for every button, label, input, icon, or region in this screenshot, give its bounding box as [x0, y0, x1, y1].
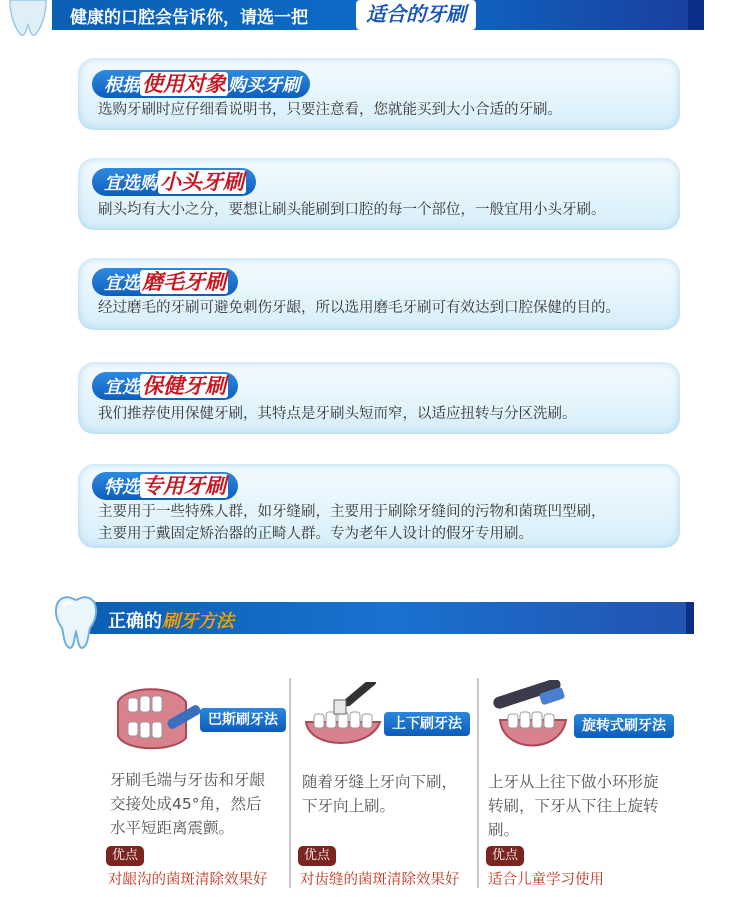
- method-desc: [110, 768, 265, 840]
- method-column-1: [104, 678, 288, 888]
- tip-tag-emphasis: 磨毛牙刷: [142, 270, 226, 294]
- tip-tag-prefix: 特选: [104, 477, 140, 498]
- tip-text-line-1: 主要用于一些特殊人群，如牙缝刷，主要用于刷除牙缝间的污物和菌斑凹型刷，: [98, 504, 606, 520]
- tip-tag-prefix: 宜选: [104, 377, 140, 398]
- tip-card-4: [78, 362, 680, 434]
- tip-tag: [92, 472, 238, 500]
- method-desc-line: 随着牙缝上牙向下刷，: [302, 773, 458, 791]
- tip-card-3: [78, 258, 680, 330]
- tip-tag-emphasis: 专用牙刷: [142, 474, 226, 498]
- tip-text-line-2: 主要用于戴固定矫治器的正畸人群。专为老年人设计的假牙专用刷。: [98, 526, 533, 542]
- method-title: [108, 607, 234, 633]
- method-desc: [488, 770, 659, 842]
- tip-card-1: [78, 58, 680, 130]
- mouth-toothbrush-illustration: [300, 682, 390, 754]
- method-desc-line: 转刷，下牙从下往上旋转: [488, 797, 659, 815]
- method-desc-line: 牙刷毛端与牙齿和牙龈: [110, 771, 266, 789]
- tip-tag-prefix: 宜选: [104, 273, 140, 294]
- column-divider: [289, 678, 291, 888]
- method-title-prefix: 正确的: [108, 611, 162, 632]
- advantage-text: 对龈沟的菌斑清除效果好: [108, 872, 268, 888]
- tip-tag: [92, 372, 238, 400]
- method-column-3: [484, 678, 684, 888]
- column-divider: [477, 678, 479, 888]
- header-title: 健康的口腔会告诉你，请选一把: [70, 8, 308, 28]
- tip-tag-emphasis: 小头牙刷: [160, 170, 244, 194]
- mouth-toothbrush-illustration: [114, 682, 206, 754]
- method-banner: [50, 592, 700, 652]
- tip-tag-suffix: 购买牙刷: [228, 75, 300, 96]
- tip-text: 经过磨毛的牙刷可避免刺伤牙龈，所以选用磨毛牙刷可有效达到口腔保健的目的。: [98, 300, 620, 316]
- advantage-text: 对齿缝的菌斑清除效果好: [300, 872, 460, 888]
- method-desc-line: 水平短距离震颤。: [110, 819, 235, 837]
- tip-tag-emphasis: 使用对象: [142, 72, 226, 96]
- tooth-icon: [0, 0, 60, 40]
- tip-text: 我们推荐使用保健牙刷，其特点是牙刷头短而窄，以适应扭转与分区洗刷。: [98, 406, 577, 422]
- tip-tag-emphasis: 保健牙刷: [142, 374, 226, 398]
- method-desc-line: 刷。: [488, 821, 520, 839]
- method-title-emphasis: 刷牙方法: [162, 611, 234, 632]
- method-desc-line: 交接处成45°角，然后: [110, 795, 262, 813]
- advantage-text: 适合儿童学习使用: [488, 872, 604, 888]
- method-desc: [302, 770, 457, 818]
- tip-tag: [92, 70, 310, 98]
- tip-tag-prefix: 宜选购: [104, 173, 158, 194]
- tip-text: 刷头均有大小之分，要想让刷头能刷到口腔的每一个部位，一般宜用小头牙刷。: [98, 202, 606, 218]
- tooth-icon: [50, 592, 102, 652]
- method-desc-line: 上牙从上往下做小环形旋: [488, 773, 659, 791]
- tip-card-5: [78, 464, 680, 548]
- mouth-toothbrush-illustration: [486, 680, 576, 758]
- tip-tag: [92, 168, 256, 196]
- advantage-tag: 优点: [298, 846, 336, 866]
- method-label: 上下刷牙法: [384, 712, 470, 736]
- method-desc-line: 下牙向上刷。: [302, 797, 396, 815]
- advantage-tag: 优点: [486, 846, 524, 866]
- tip-tag: [92, 268, 238, 296]
- method-label: 旋转式刷牙法: [574, 714, 674, 738]
- method-banner-bar-end: [686, 602, 694, 634]
- method-label: 巴斯刷牙法: [200, 708, 286, 732]
- top-banner-bar-end: [688, 0, 704, 30]
- header-highlight: 适合的牙刷: [356, 0, 476, 30]
- top-banner: [0, 0, 750, 40]
- advantage-tag: 优点: [106, 846, 144, 866]
- tip-card-2: [78, 158, 680, 230]
- method-column-2: [296, 678, 476, 888]
- tip-tag-prefix: 根据: [104, 75, 140, 96]
- tip-text: 选购牙刷时应仔细看说明书，只要注意看，您就能买到大小合适的牙刷。: [98, 102, 562, 118]
